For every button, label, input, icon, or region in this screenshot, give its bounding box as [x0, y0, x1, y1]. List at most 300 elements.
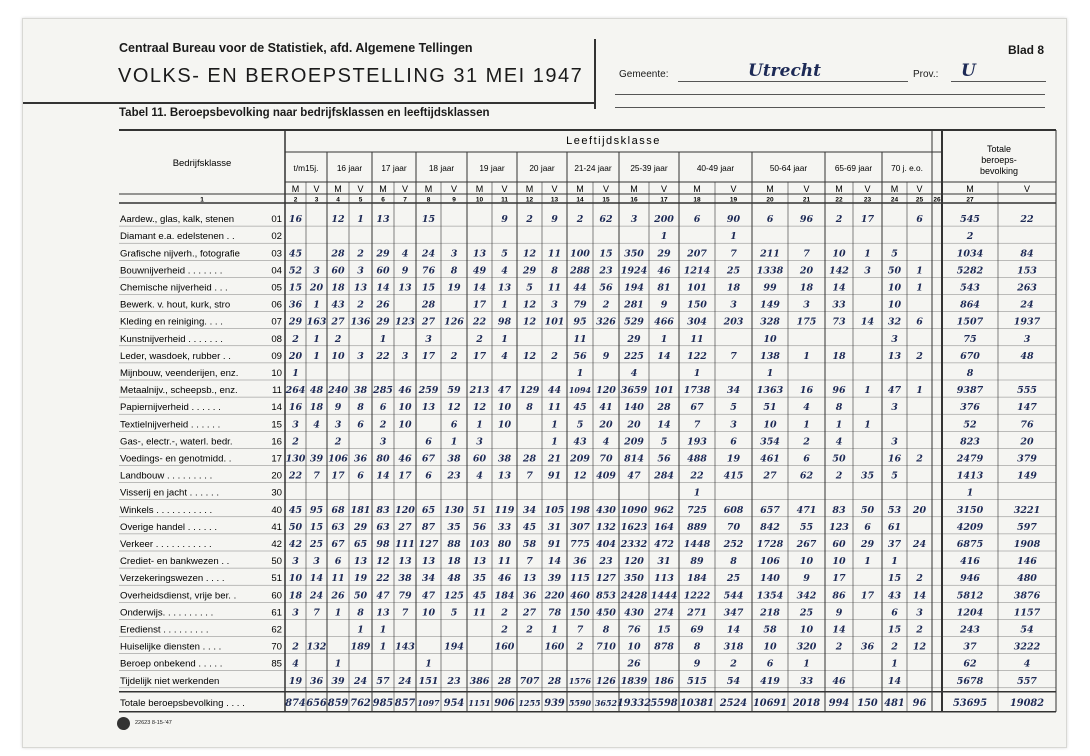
table-cell: 79	[398, 590, 412, 602]
totals-cell: 53695	[952, 697, 988, 709]
table-cell: 35	[447, 521, 461, 533]
table-cell: 98	[376, 539, 390, 550]
table-cell: 515	[687, 675, 707, 687]
table-cell: 379	[1017, 453, 1037, 465]
table-cell: 6	[803, 453, 810, 465]
table-cell: 13	[376, 607, 390, 619]
table-cell: 263	[1017, 282, 1037, 294]
table-cell: 3	[476, 436, 483, 448]
table-cell: 24	[1020, 299, 1034, 311]
table-cell: 386	[469, 675, 490, 687]
table-cell: 1	[425, 658, 432, 670]
sex-heading: V	[551, 184, 558, 194]
table-cell: 12	[522, 299, 537, 311]
table-cell: 15	[421, 282, 436, 294]
table-cell: 2	[292, 641, 299, 653]
table-cell: 142	[829, 265, 849, 277]
table-cell: 466	[654, 316, 674, 328]
table-cell: 2	[835, 470, 843, 482]
table-cell: 657	[760, 504, 780, 516]
table-cell: 2	[916, 624, 923, 636]
totals-cell: 2018	[792, 697, 821, 709]
table-cell: 25	[309, 539, 324, 550]
table-cell: 17	[472, 350, 487, 362]
table-cell: 45	[573, 402, 587, 414]
table-cell: 140	[624, 402, 644, 414]
table-cell: 62	[799, 470, 814, 482]
table-cell: 2	[379, 419, 387, 431]
table-cell: 9	[693, 658, 701, 670]
table-cell: 4	[401, 248, 409, 260]
sex-heading: M	[966, 184, 974, 194]
table-cell: 6	[357, 419, 364, 431]
totals-cell: 3652	[594, 697, 618, 708]
totals-cell: 762	[350, 697, 371, 709]
table-cell: 6	[766, 658, 774, 670]
table-cell: 23	[599, 265, 613, 277]
table-cell: 29	[376, 248, 390, 260]
table-cell: 132	[596, 521, 616, 533]
table-cell: 3	[891, 436, 898, 448]
table-cell: 25	[726, 573, 741, 585]
table-cell: 129	[519, 385, 540, 397]
column-number: 17	[660, 196, 668, 204]
table-cell: 488	[687, 453, 707, 465]
table-cell: 19	[447, 282, 461, 294]
table-cell: 2	[916, 350, 923, 362]
table-cell: 211	[760, 248, 780, 260]
table-cell: 54	[726, 675, 741, 687]
industry-code: 62	[271, 624, 282, 636]
table-cell: 78	[547, 607, 562, 619]
table-cell: 26	[331, 590, 345, 602]
table-cell: 27	[522, 607, 537, 619]
table-cell: 6	[425, 436, 432, 448]
table-cell: 3	[313, 265, 320, 277]
table-cell: 1354	[756, 590, 784, 602]
table-cell: 55	[799, 521, 814, 533]
table-cell: 98	[497, 316, 512, 328]
table-cell: 24	[398, 675, 412, 687]
table-cell: 2332	[620, 539, 648, 550]
table-cell: 15	[421, 214, 436, 226]
table-cell: 3	[551, 299, 558, 311]
table-cell: 45	[288, 504, 303, 516]
table-cell: 1	[576, 368, 584, 379]
table-cell: 9	[334, 402, 342, 414]
table-cell: 1	[501, 333, 508, 345]
table-cell: 105	[544, 504, 565, 516]
age-class-heading: Leeftijdsklasse	[566, 135, 661, 147]
sex-heading: M	[835, 184, 843, 194]
table-cell: 543	[960, 282, 980, 294]
table-cell: 11	[547, 248, 562, 260]
table-cell: 1	[891, 658, 898, 670]
table-cell: 70	[726, 521, 741, 533]
census-table	[23, 19, 1066, 747]
table-cell: 65	[421, 504, 436, 516]
industry-label: Winkels . . . . . . . . . . .	[120, 504, 213, 516]
census-form-sheet	[22, 18, 1067, 748]
table-cell: 6	[916, 214, 923, 226]
industry-label: Gas-, electr.-, waterl. bedr.	[120, 436, 233, 448]
table-cell: 46	[657, 265, 671, 277]
table-cell: 1	[450, 436, 458, 448]
industry-label: Visserij en jacht . . . . . .	[120, 487, 219, 499]
industry-code: 02	[271, 231, 282, 243]
table-cell: 86	[832, 590, 846, 602]
column-number: 6	[381, 196, 385, 204]
table-cell: 1	[334, 607, 342, 619]
table-cell: 47	[421, 590, 436, 602]
table-cell: 9	[660, 299, 668, 311]
table-cell: 9	[803, 573, 810, 585]
table-cell: 460	[570, 590, 590, 602]
table-cell: 34	[522, 504, 537, 516]
table-cell: 2	[803, 436, 810, 448]
table-cell: 1738	[683, 385, 711, 397]
table-cell: 1222	[683, 590, 711, 602]
table-cell: 409	[596, 470, 616, 482]
table-cell: 38	[447, 453, 461, 465]
table-cell: 149	[1017, 470, 1037, 482]
table-cell: 29	[522, 265, 537, 277]
table-cell: 320	[796, 641, 817, 653]
table-cell: 19	[726, 453, 741, 465]
table-cell: 14	[657, 350, 671, 362]
sex-heading: V	[357, 184, 364, 194]
table-cell: 4	[602, 436, 610, 448]
table-cell: 75	[963, 333, 977, 345]
sex-heading: V	[916, 184, 923, 194]
table-cell: 6	[379, 402, 387, 414]
column-number: 4	[336, 196, 340, 204]
totals-cell: 10691	[752, 697, 788, 709]
table-cell: 10	[887, 299, 902, 311]
totals-cell: 19332	[616, 697, 652, 709]
table-cell: 318	[723, 641, 744, 653]
table-cell: 670	[960, 350, 980, 362]
table-cell: 3	[425, 333, 432, 345]
table-cell: 8	[602, 624, 610, 636]
table-cell: 81	[657, 282, 671, 294]
table-cell: 22	[376, 350, 390, 362]
table-cell: 10	[799, 556, 814, 568]
industry-code: 85	[271, 658, 282, 670]
table-cell: 17	[860, 214, 875, 226]
table-cell: 1728	[756, 539, 784, 550]
table-cell: 36	[522, 590, 537, 602]
table-cell: 1	[916, 282, 923, 294]
sex-heading: M	[576, 184, 584, 194]
column-number: 12	[525, 196, 534, 204]
industry-code: 60	[271, 590, 282, 602]
table-cell: 1	[379, 624, 387, 636]
table-cell: 3	[379, 436, 387, 448]
table-cell: 28	[497, 675, 512, 687]
table-cell: 6	[693, 214, 701, 226]
table-cell: 8	[693, 641, 701, 653]
table-cell: 14	[912, 590, 927, 602]
table-cell: 4209	[956, 521, 984, 533]
table-cell: 18	[309, 402, 324, 414]
table-cell: 1924	[620, 265, 648, 277]
table-cell: 13	[497, 470, 512, 482]
table-cell: 46	[398, 385, 412, 397]
table-cell: 853	[596, 590, 616, 602]
totals-label: Totale beroepsbevolking . . . .	[120, 697, 245, 709]
table-cell: 7	[693, 419, 701, 431]
totals-cell: 656	[306, 697, 327, 709]
table-cell: 1214	[683, 265, 711, 277]
table-cell: 130	[444, 504, 464, 516]
table-cell: 6	[357, 470, 364, 482]
table-cell: 710	[596, 641, 616, 653]
table-cell: 1	[966, 487, 974, 499]
table-cell: 13	[421, 402, 436, 414]
table-cell: 8	[357, 402, 364, 414]
industry-label: Onderwijs. . . . . . . . . .	[120, 607, 214, 619]
table-cell: 184	[687, 573, 707, 585]
table-cell: 1908	[1013, 539, 1041, 550]
table-cell: 1937	[1013, 316, 1041, 328]
table-cell: 20	[799, 265, 814, 277]
table-cell: 140	[760, 573, 780, 585]
table-cell: 50	[288, 521, 303, 533]
industry-label: Kunstnijverheid . . . . . . .	[120, 333, 223, 345]
table-cell: 24	[421, 248, 436, 260]
table-cell: 70	[599, 453, 613, 465]
table-cell: 1839	[620, 675, 648, 687]
table-cell: 46	[832, 675, 846, 687]
age-group-heading: 19 jaar	[479, 163, 505, 173]
table-cell: 220	[544, 590, 565, 602]
table-cell: 35	[860, 470, 875, 482]
table-cell: 8	[966, 368, 974, 379]
table-cell: 7	[730, 350, 737, 362]
totals-cell: 5590	[568, 697, 592, 708]
table-cell: 46	[497, 573, 512, 585]
table-cell: 6	[891, 607, 898, 619]
table-cell: 13	[472, 248, 487, 260]
sex-heading: M	[475, 184, 484, 194]
age-group-heading: 65-69 jaar	[834, 163, 873, 173]
column-number: 22	[835, 196, 843, 204]
table-cell: 1	[864, 385, 871, 397]
table-cell: 243	[960, 624, 980, 636]
table-cell: 10	[627, 641, 641, 653]
table-cell: 9387	[956, 385, 984, 397]
table-cell: 95	[309, 504, 324, 516]
sex-heading: V	[730, 184, 737, 194]
table-cell: 9	[501, 214, 508, 226]
table-cell: 461	[760, 453, 780, 465]
table-cell: 122	[687, 350, 707, 362]
industry-label: Verkeer . . . . . . . . . . .	[120, 539, 212, 550]
table-cell: 101	[687, 282, 707, 294]
table-cell: 68	[331, 504, 345, 516]
industry-label: Metaalnijv., scheepsb., enz.	[120, 385, 238, 397]
industry-code: 42	[271, 539, 282, 550]
table-cell: 11	[547, 402, 562, 414]
table-cell: 2	[916, 453, 923, 465]
industry-label: Voedings- en genotmidd. .	[120, 453, 232, 465]
table-cell: 27	[763, 470, 777, 482]
table-cell: 13	[472, 556, 487, 568]
table-cell: 1	[292, 368, 299, 379]
industry-label: Bouwnijverheid . . . . . . .	[120, 265, 223, 277]
table-cell: 12	[573, 470, 587, 482]
age-group-heading: 21-24 jaar	[574, 163, 612, 173]
table-cell: 2	[450, 350, 458, 362]
table-cell: 63	[376, 521, 390, 533]
table-cell: 10	[832, 556, 846, 568]
table-cell: 15	[887, 624, 902, 636]
table-cell: 6875	[956, 539, 984, 550]
table-cell: 76	[1020, 419, 1034, 431]
table-cell: 529	[624, 316, 644, 328]
table-cell: 419	[760, 675, 780, 687]
table-cell: 1	[551, 419, 558, 431]
totals-cell: 859	[327, 697, 349, 709]
table-cell: 14	[376, 282, 390, 294]
table-cell: 65	[353, 539, 368, 550]
table-cell: 60	[832, 539, 846, 550]
table-cell: 198	[570, 504, 590, 516]
table-cell: 271	[687, 607, 707, 619]
table-cell: 48	[1020, 350, 1034, 362]
sex-heading: M	[291, 184, 300, 194]
table-cell: 11	[472, 607, 487, 619]
table-cell: 7	[576, 624, 584, 636]
table-cell: 12	[522, 350, 537, 362]
column-number: 16	[630, 196, 638, 204]
table-cell: 160	[494, 641, 515, 653]
table-cell: 84	[1020, 248, 1034, 260]
table-cell: 42	[288, 539, 303, 550]
table-cell: 101	[654, 385, 674, 397]
table-cell: 725	[687, 504, 707, 516]
table-cell: 87	[421, 521, 436, 533]
table-cell: 8	[450, 265, 458, 277]
table-cell: 13	[497, 282, 512, 294]
table-cell: 28	[522, 453, 537, 465]
table-cell: 46	[398, 453, 412, 465]
table-cell: 1	[835, 419, 843, 431]
table-cell: 5	[450, 607, 458, 619]
table-cell: 147	[1017, 402, 1037, 414]
industry-label: Bewerk. v. hout, kurk, stro	[120, 299, 231, 311]
sex-heading: M	[630, 184, 638, 194]
table-cell: 5812	[956, 590, 984, 602]
table-cell: 27	[398, 521, 412, 533]
table-cell: 22	[1020, 214, 1034, 226]
table-cell: 304	[687, 316, 707, 328]
table-cell: 99	[763, 282, 777, 294]
table-cell: 16	[799, 385, 814, 397]
industry-label: Verzekeringswezen . . . .	[120, 573, 225, 585]
table-cell: 2	[334, 436, 342, 448]
table-cell: 5678	[956, 675, 984, 687]
table-cell: 14	[887, 675, 902, 687]
table-cell: 5	[526, 282, 533, 294]
table-cell: 225	[624, 350, 644, 362]
table-cell: 1507	[956, 316, 984, 328]
table-cell: 10	[887, 282, 902, 294]
table-cell: 555	[1017, 385, 1037, 397]
table-cell: 3876	[1013, 590, 1041, 602]
table-cell: 149	[760, 299, 780, 311]
table-cell: 127	[596, 573, 616, 585]
table-cell: 60	[331, 265, 345, 277]
table-cell: 28	[421, 299, 436, 311]
table-cell: 10	[331, 350, 345, 362]
table-cell: 1	[864, 419, 871, 431]
table-cell: 57	[376, 675, 390, 687]
table-cell: 9	[401, 265, 409, 277]
table-cell: 288	[570, 265, 590, 277]
table-cell: 4	[835, 436, 843, 448]
column-number: 26	[933, 196, 941, 204]
industry-label: Papiernijverheid . . . . . .	[120, 402, 221, 414]
table-cell: 2	[576, 641, 584, 653]
table-cell: 164	[654, 521, 674, 533]
table-cell: 16	[887, 453, 902, 465]
table-cell: 11	[497, 556, 512, 568]
table-cell: 252	[723, 539, 744, 550]
table-cell: 4	[501, 350, 508, 362]
table-cell: 9	[602, 350, 610, 362]
industry-code: 08	[271, 333, 282, 345]
table-cell: 194	[624, 282, 644, 294]
table-cell: 106	[328, 453, 348, 465]
table-cell: 25	[799, 607, 814, 619]
column-number: 13	[550, 196, 559, 204]
table-cell: 17	[421, 350, 436, 362]
table-cell: 342	[796, 590, 817, 602]
table-cell: 889	[687, 521, 707, 533]
table-cell: 775	[570, 539, 590, 550]
table-cell: 1	[551, 624, 558, 636]
age-group-heading: 17 jaar	[381, 163, 407, 173]
table-cell: 1	[313, 350, 320, 362]
table-cell: 1034	[956, 248, 984, 260]
table-cell: 49	[472, 265, 487, 277]
table-cell: 17	[860, 590, 875, 602]
table-cell: 13	[887, 350, 902, 362]
table-cell: 20	[1020, 436, 1034, 448]
table-cell: 18	[288, 590, 303, 602]
table-cell: 120	[395, 504, 415, 516]
table-cell: 2	[730, 658, 737, 670]
sex-heading: V	[401, 184, 409, 194]
age-group-heading: t/m15j.	[293, 163, 319, 173]
table-cell: 14	[309, 573, 324, 585]
table-cell: 10	[497, 419, 512, 431]
table-cell: 44	[547, 385, 562, 397]
table-cell: 2	[357, 299, 364, 311]
table-cell: 58	[763, 624, 777, 636]
table-cell: 307	[570, 521, 590, 533]
table-cell: 36	[288, 299, 303, 311]
table-cell: 1	[916, 385, 923, 397]
total-population-heading: beroeps-	[981, 155, 1017, 165]
table-cell: 37	[963, 641, 977, 653]
table-cell: 264	[285, 385, 306, 397]
table-cell: 111	[395, 539, 415, 550]
table-cell: 123	[395, 316, 415, 328]
totals-cell: 994	[828, 697, 850, 709]
